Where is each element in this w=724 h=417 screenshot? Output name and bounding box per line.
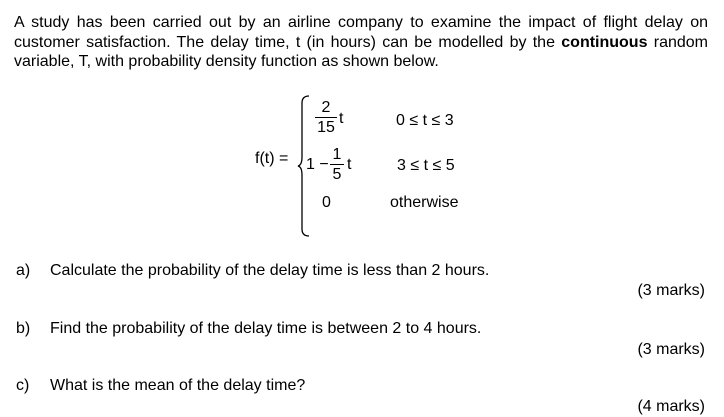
case2-condition: 3 ≤ t ≤ 5: [397, 157, 455, 174]
case3-condition: otherwise: [390, 194, 459, 211]
case1-fraction-bar: [315, 117, 337, 118]
case3-value: 0: [322, 194, 331, 211]
case1-variable: t: [339, 110, 344, 127]
question-b-letter: b): [16, 320, 31, 337]
intro-bold-continuous: continuous: [561, 33, 648, 51]
intro-text-part2: random variable, T, with probability density function as shown below.: [14, 33, 709, 70]
case1-condition: 0 ≤ t ≤ 3: [396, 112, 454, 129]
intro-text-part1: A study has been carried out by an airline company to examine the impact of flight delay on customer satisfaction. The delay time, t (in hours) can be modelled by the: [14, 14, 708, 51]
question-a-marks: (3 marks): [637, 282, 705, 299]
problem-statement: [14, 13, 708, 72]
pdf-function-label: f(t) =: [255, 150, 289, 167]
question-c-marks: (4 marks): [637, 398, 705, 415]
case2-denominator: 5: [332, 166, 342, 183]
case1-denominator: 15: [317, 119, 335, 136]
question-a-text: Calculate the probability of the delay time is less than 2 hours.: [50, 262, 490, 279]
case1-numerator: 2: [321, 99, 331, 116]
case2-fraction: [330, 146, 344, 183]
question-a-letter: a): [16, 262, 31, 279]
question-c-letter: c): [16, 377, 30, 394]
case2-prefix: 1 −: [306, 156, 329, 173]
question-b-text: Find the probability of the delay time is between 2 to 4 hours.: [50, 320, 482, 337]
case2-fraction-bar: [330, 164, 344, 165]
question-b-marks: (3 marks): [637, 341, 705, 358]
question-c-text: What is the mean of the delay time?: [50, 377, 306, 394]
case1-fraction: [315, 99, 337, 136]
case2-numerator: 1: [332, 146, 342, 163]
case2-variable: t: [347, 156, 352, 173]
